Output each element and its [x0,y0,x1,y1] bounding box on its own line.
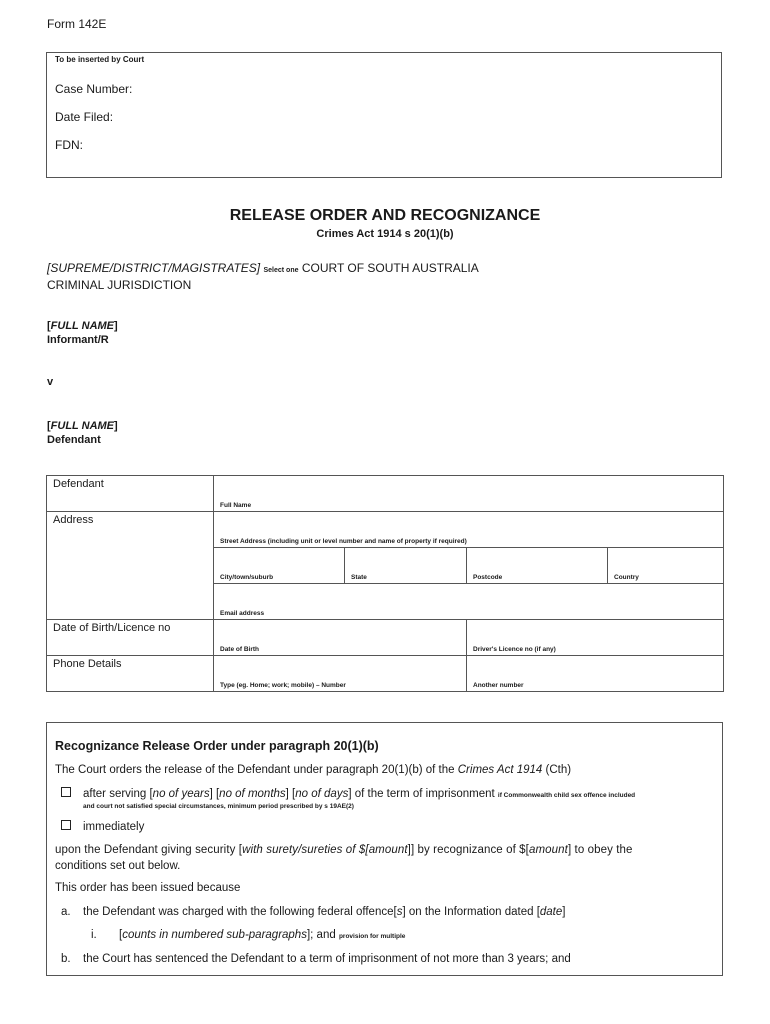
country-cell[interactable] [608,548,724,584]
phone-label: Phone Details [47,656,214,692]
licence-caption: Driver's Licence no (if any) [473,646,556,653]
recognizance-order-box [46,722,723,976]
case-number-field[interactable]: Case Number: [55,82,133,96]
informant-role: Informant/R [47,334,109,346]
country-caption: Country [614,574,639,581]
document-subtitle: Crimes Act 1914 s 20(1)(b) [316,228,454,240]
dob-caption: Date of Birth [220,646,259,653]
defendant-name[interactable]: FULL NAME [50,420,115,432]
table-row [47,512,724,548]
defendant-block: [FULL NAME] Defendant [47,420,118,446]
date-filed-field[interactable]: Date Filed: [55,110,114,124]
after-serving-checkbox[interactable] [61,787,71,797]
select-hint: Select one [263,267,299,274]
form-number: Form 142E [47,17,107,31]
dob-licence-label: Date of Birth/Licence no [47,620,214,656]
licence-cell[interactable] [467,620,724,656]
after-serving-note: and court not satisfied special circumstances, minimum period prescribed by s 19AE(2) [83,803,354,810]
court-options[interactable]: [SUPREME/DISTRICT/MAGISTRATES] [47,261,261,275]
defendant-details-table [46,475,724,692]
city-cell[interactable] [214,548,345,584]
defendant-label: Defendant [47,476,214,512]
court-name-block [47,261,479,293]
city-caption: City/town/suburb [220,574,274,581]
table-row [47,656,724,692]
state-cell[interactable] [345,548,467,584]
immediately-checkbox[interactable] [61,820,71,830]
full-name-cell[interactable] [214,476,724,512]
informant-name[interactable]: FULL NAME [50,320,115,332]
because-line: This order has been issued because [55,882,241,894]
dob-cell[interactable] [214,620,467,656]
court-jurisdiction: CRIMINAL JURISDICTION [47,278,192,292]
item-b: b. the Court has sentenced the Defendant to a term of imprisonment of not more than 3 years; and [61,953,571,965]
table-row [47,620,724,656]
document-title: RELEASE ORDER AND RECOGNIZANCE [229,207,541,224]
order-heading: Recognizance Release Order under paragraph 20(1)(b) [55,739,379,753]
item-a: a. the Defendant was charged with the following federal offence[s] on the Information dated [date] [61,906,566,918]
court-box-header: To be inserted by Court [55,55,145,64]
court-name: COURT OF SOUTH AUSTRALIA [301,261,479,275]
table-row [47,476,724,512]
informant-block: [FULL NAME] Informant/R [47,320,118,346]
option-after-serving: after serving [no of years] [no of months] [no of days] of the term of imprisonment if Commonwealth child sex offence included [61,787,635,800]
street-address-cell[interactable] [214,512,724,548]
full-name-caption: Full Name [220,502,252,509]
another-number-cell[interactable] [467,656,724,692]
email-cell[interactable] [214,584,724,620]
street-address-caption: Street Address (including unit or level number and name of property if required) [220,538,467,545]
another-number-caption: Another number [473,682,524,689]
postcode-cell[interactable] [467,548,608,584]
security-line2: conditions set out below. [55,860,181,872]
fdn-field[interactable]: FDN: [55,138,83,152]
email-caption: Email address [220,610,265,617]
phone-cell[interactable] [214,656,467,692]
phone-type-caption: Type (eg. Home; work; mobile) – Number [220,682,346,689]
item-i: i. [counts in numbered sub-paragraphs]; and provision for multiple [91,929,406,941]
postcode-caption: Postcode [473,574,503,581]
court-use-box [46,52,722,178]
state-caption: State [351,574,367,581]
address-label: Address [47,512,214,620]
security-paragraph: upon the Defendant giving security [with surety/sureties of $[amount]] by recognizance of $[amount] to obey the [55,844,633,856]
option-immediately: immediately [61,820,144,833]
defendant-role: Defendant [47,434,101,446]
order-intro: The Court orders the release of the Defendant under paragraph 20(1)(b) of the Crimes Act 1914 (Cth) [55,764,572,776]
versus: v [47,376,54,388]
